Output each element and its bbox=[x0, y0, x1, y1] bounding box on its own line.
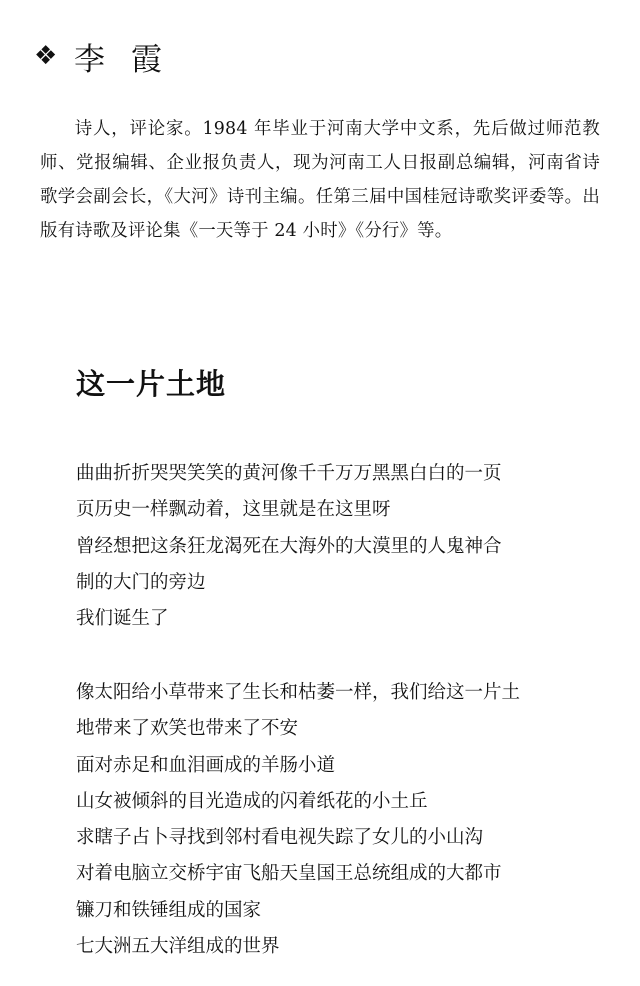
author-name: 李霞 bbox=[74, 41, 188, 78]
diamond-cluster-icon: ❖ bbox=[34, 41, 58, 71]
poem-line: 山女被倾斜的目光造成的闪着纸花的小土丘 bbox=[76, 790, 428, 812]
poem-line: 七大洲五大洋组成的世界 bbox=[76, 936, 280, 958]
poem-line: 制的大门的旁边 bbox=[76, 571, 206, 593]
poem-line: 页历史一样飘动着，这里就是在这里呀 bbox=[76, 499, 391, 521]
poem-line: 曾经想把这条狂龙渴死在大海外的大漠里的人鬼神合 bbox=[76, 535, 502, 557]
poem-line: 求瞎子占卜寻找到邻村看电视失踪了女儿的小山沟 bbox=[76, 827, 484, 849]
poem-line: 曲曲折折哭哭笑笑的黄河像千千万万黑黑白白的一页 bbox=[76, 463, 502, 484]
poem-line: 地带来了欢笑也带来了不安 bbox=[76, 718, 299, 740]
poem-line: 镰刀和铁锤组成的国家 bbox=[76, 899, 262, 921]
poem-line: 面对赤足和血泪画成的羊肠小道 bbox=[76, 754, 336, 776]
poem-stanza-2 bbox=[76, 675, 596, 965]
poem-line: 像太阳给小草带来了生长和枯萎一样，我们给这一片土 bbox=[76, 682, 521, 703]
poem-line: 对着电脑立交桥宇宙飞船天皇国王总统组成的大都市 bbox=[76, 863, 502, 885]
author-bio: 诗人，评论家。1984 年毕业于河南大学中文系，先后做过师范教师、党报编辑、企业报负责人，现为河南工人日报副总编辑，河南省诗歌学会副会长，《大河》诗刊主编。任第三届中国桂冠诗歌奖评委等。出版有诗歌及评论集《一天等于 24 小时》《分行》等。 bbox=[40, 119, 600, 241]
poem-title: 这一片土地 bbox=[76, 367, 227, 401]
poem-stanza-1 bbox=[76, 456, 596, 637]
author-header bbox=[34, 32, 188, 80]
poem-line: 我们诞生了 bbox=[76, 608, 169, 630]
